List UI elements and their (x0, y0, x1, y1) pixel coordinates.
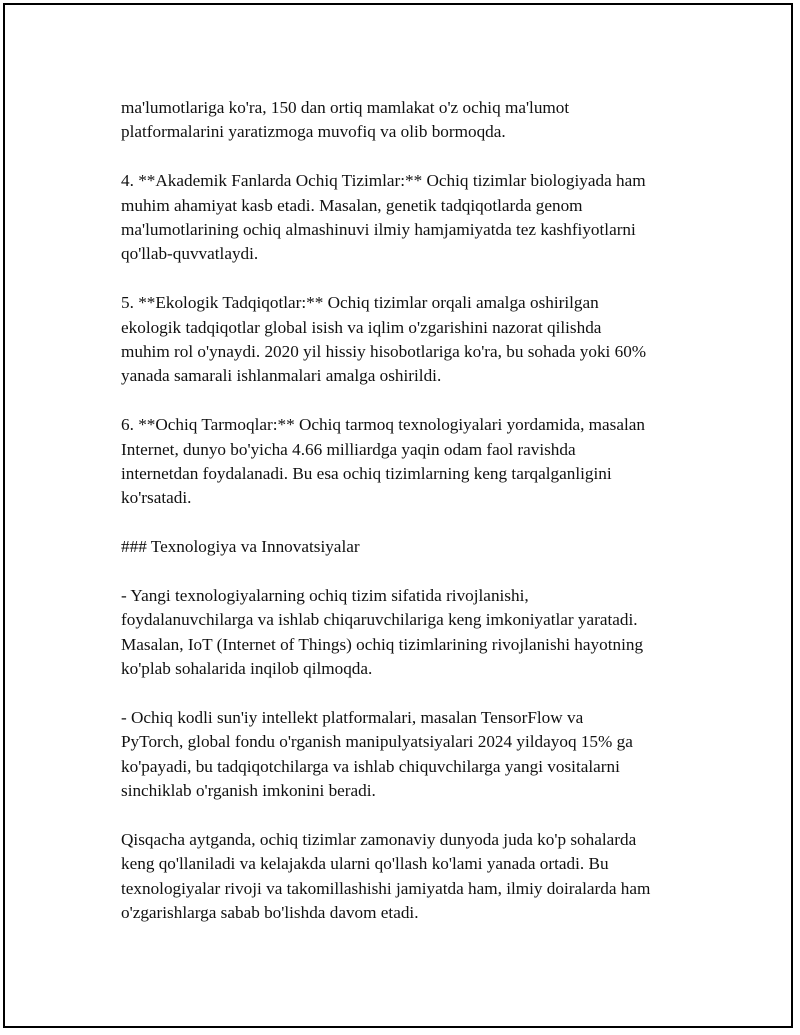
text-line: 5. **Ekologik Tadqiqotlar:** Ochiq tizimlar orqali amalga oshirilgan (121, 293, 599, 313)
text-line: platformalarini yaratizmoga muvofiq va olib bormoqda. (121, 122, 506, 142)
bullet-iot (121, 584, 701, 682)
text-line: Masalan, IoT (Internet of Things) ochiq tizimlarining rivojlanishi hayotning (121, 634, 644, 654)
text-line: muhim ahamiyat kasb etadi. Masalan, genetik tadqiqotlarda genom (121, 195, 583, 215)
text-line: qo'llab-quvvatlaydi. (121, 244, 259, 264)
bullet-ai (121, 706, 701, 804)
text-line: ### Texnologiya va Innovatsiyalar (121, 537, 360, 557)
text-line: o'zgarishlarga sabab bo'lishda davom etadi. (121, 903, 419, 923)
paragraph-item-6-networks (121, 413, 701, 511)
text-line: - Yangi texnologiyalarning ochiq tizim sifatida rivojlanishi, (121, 586, 529, 606)
text-line: ma'lumotlariga ko'ra, 150 dan ortiq mamlakat o'z ochiq ma'lumot (121, 98, 570, 117)
page-frame (3, 3, 793, 1028)
text-line: yanada samarali ishlanmalari amalga oshirildi. (121, 366, 442, 386)
text-line: ko'payadi, bu tadqiqotchilarga va ishlab chiquvchilarga yangi vositalarni (121, 756, 620, 776)
text-line: PyTorch, global fondu o'rganish manipulyatsiyalari 2024 yildayoq 15% ga (121, 732, 633, 752)
paragraph-intro-continuation (121, 96, 701, 145)
text-line: ma'lumotlarining ochiq almashinuvi ilmiy hamjamiyatda tez kashfiyotlarni (121, 220, 636, 240)
text-line: internetdan foydalanadi. Bu esa ochiq tizimlarning keng tarqalganligini (121, 464, 612, 484)
text-line: 6. **Ochiq Tarmoqlar:** Ochiq tarmoq texnologiyalari yordamida, masalan (121, 415, 645, 435)
text-line: foydalanuvchilarga va ishlab chiqaruvchilariga keng imkoniyatlar yaratadi. (121, 610, 638, 630)
text-line: Qisqacha aytganda, ochiq tizimlar zamonaviy dunyoda juda ko'p sohalarda (121, 830, 637, 850)
text-line: 4. **Akademik Fanlarda Ochiq Tizimlar:** Ochiq tizimlar biologiyada ham (121, 171, 646, 191)
text-line: muhim rol o'ynaydi. 2020 yil hissiy hisobotlariga ko'ra, bu sohada yoki 60% (121, 342, 647, 362)
text-line: Internet, dunyo bo'yicha 4.66 milliardga yaqin odam faol ravishda (121, 439, 576, 459)
text-line: ekologik tadqiqotlar global isish va iqlim o'zgarishini nazorat qilishda (121, 317, 602, 337)
section-heading-technology (121, 535, 701, 559)
paragraph-conclusion (121, 828, 701, 926)
document-body (121, 96, 701, 950)
text-line: keng qo'llaniladi va kelajakda ularni qo'llash ko'lami yanada ortadi. Bu (121, 854, 609, 874)
text-line: sinchiklab o'rganish imkonini beradi. (121, 781, 376, 801)
paragraph-item-5-ecology (121, 291, 701, 389)
text-line: ko'rsatadi. (121, 488, 192, 508)
text-line: - Ochiq kodli sun'iy intellekt platformalari, masalan TensorFlow va (121, 708, 584, 728)
paragraph-item-4-academic (121, 169, 701, 267)
text-line: ko'plab sohalarida inqilob qilmoqda. (121, 659, 373, 679)
text-line: texnologiyalar rivoji va takomillashishi jamiyatda ham, ilmiy doiralarda ham (121, 878, 651, 898)
